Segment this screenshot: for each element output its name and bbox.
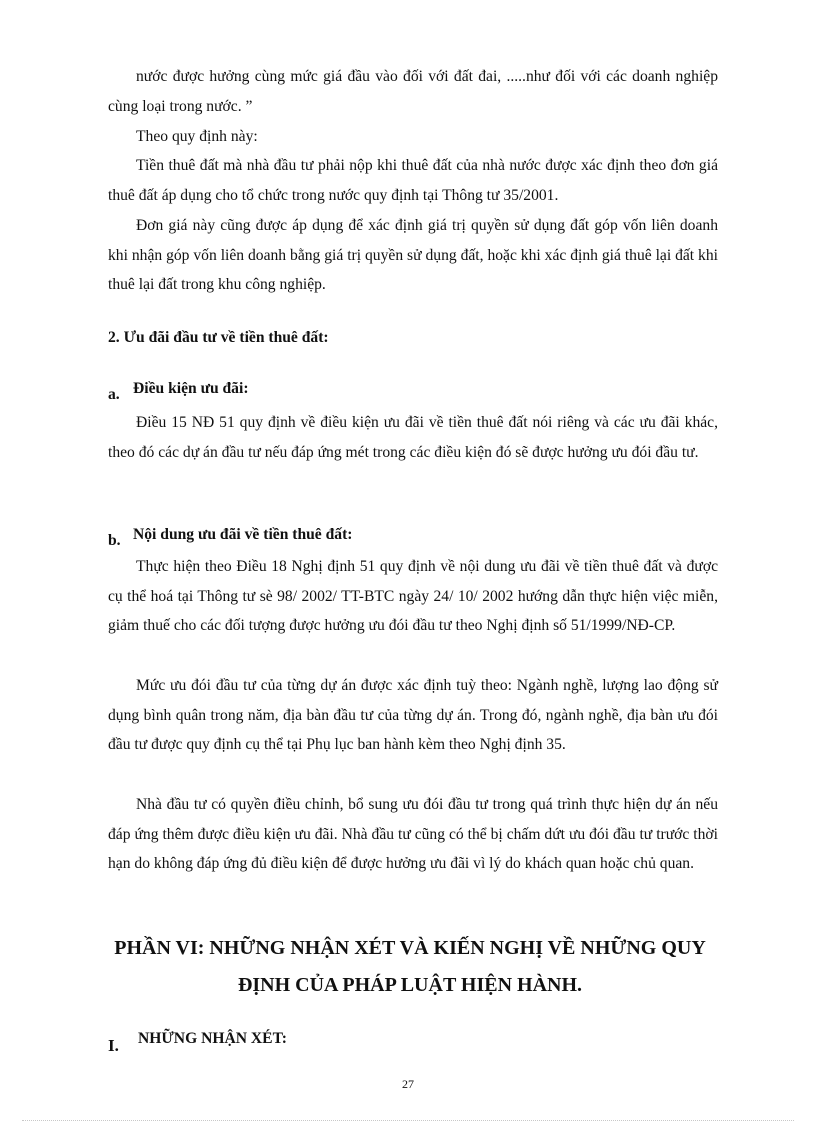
subsection-a-title: Điều kiện ưu đãi: — [133, 380, 249, 397]
subsection-b-title: Nội dung ưu đãi về tiền thuê đất: — [133, 526, 353, 543]
section-I-marker: I. — [108, 1036, 119, 1055]
subsection-b-text-1: Thực hiện theo Điều 18 Nghị định 51 quy định về nội dung ưu đãi về tiền thuê đất và được cụ thể hoá tại Thông tư sè 98/ 2002/ TT-BTC ngày 24/ 10/ 2002 hướng dẫn thực hiện việc miễn, giảm thuế cho các đối tượng được hưởng ưu đói đầu tư theo Nghị định số 51/1999/NĐ-CP. — [108, 558, 718, 634]
paragraph-regulation-intro: Theo quy định này: — [136, 128, 258, 145]
part-title-line-1: PHẦN VI: NHỮNG NHẬN XÉT VÀ KIẾN NGHỊ VỀ NHỮNG QUY — [114, 937, 706, 959]
page-bottom-divider — [22, 1120, 794, 1121]
subsection-a-text: Điều 15 NĐ 51 quy định về điều kiện ưu đãi về tiền thuê đất nói riêng và các ưu đãi khác, theo đó các dự án đầu tư nếu đáp ứng mét trong các điều kiện đó sẽ được hưởng ưu đói đầu tư. — [108, 414, 718, 461]
subsection-a-marker: a. — [108, 386, 120, 403]
subsection-b-text-3: Nhà đầu tư có quyền điều chỉnh, bổ sung ưu đói đầu tư trong quá trình thực hiện dự án nếu đáp ứng thêm được điều kiện ưu đãi. Nhà đầu tư cũng có thể bị chấm dứt ưu đói đầu tư trước thời hạn do không đáp ứng đủ điều kiện để được hưởng ưu đãi vì lý do khách quan hoặc chủ quan. — [108, 796, 718, 872]
section-I-title: NHỮNG NHẬN XÉT: — [138, 1030, 288, 1047]
subsection-b-text-2: Mức ưu đói đầu tư của từng dự án được xác định tuỳ theo: Ngành nghề, lượng lao động sử dụng bình quân trong năm, địa bàn đầu tư của từng dự án. Trong đó, ngành nghề, địa bàn ưu đói đầu tư được quy định cụ thể tại Phụ lục ban hành kèm theo Nghị định 35. — [108, 677, 718, 753]
paragraph-unit-price: Đơn giá này cũng được áp dụng để xác định giá trị quyền sử dụng đất góp vốn liên doanh khi nhận góp vốn liên doanh bằng giá trị quyền sử dụng đất, hoặc khi xác định giá thuê lại đất khi thuê lại đất trong khu công nghiệp. — [108, 217, 718, 293]
section-heading-2: 2. Ưu đãi đầu tư về tiền thuê đất: — [108, 329, 329, 346]
page-number: 27 — [402, 1077, 414, 1091]
part-title-line-2: ĐỊNH CỦA PHÁP LUẬT HIỆN HÀNH. — [237, 974, 583, 996]
paragraph-land-rent: Tiền thuê đất mà nhà đầu tư phải nộp khi thuê đất của nhà nước được xác định theo đơn giá thuê đất áp dụng cho tổ chức trong nước quy định tại Thông tư 35/2001. — [108, 157, 718, 204]
subsection-b-marker: b. — [108, 532, 121, 549]
paragraph-continuation: nước được hưởng cùng mức giá đầu vào đối với đất đai, .....như đối với các doanh nghiệp cùng loại trong nước. ” — [108, 68, 718, 115]
